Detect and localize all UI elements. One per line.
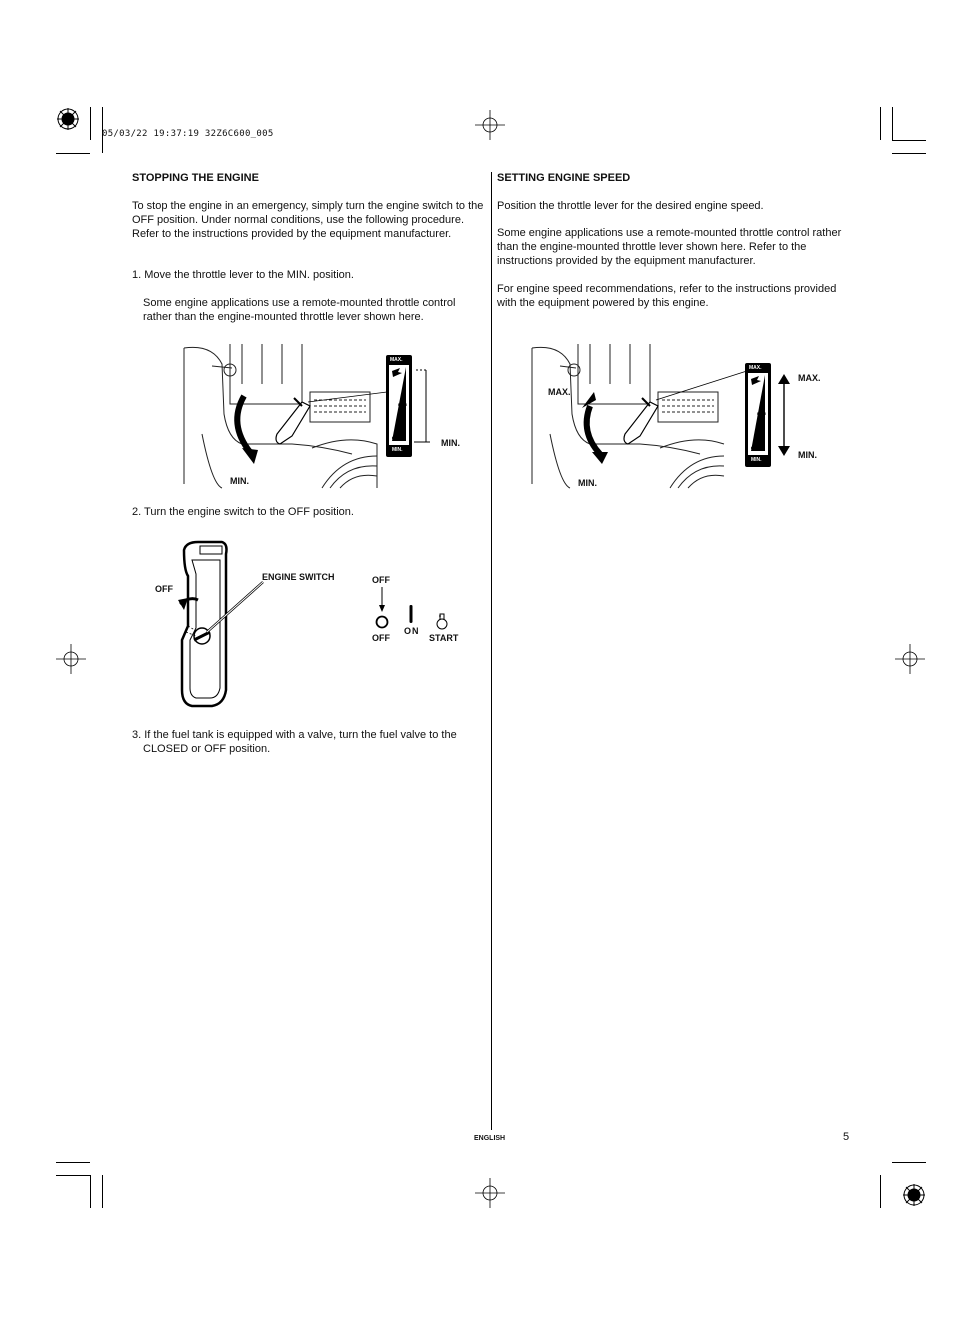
- symbol-off-top: OFF: [372, 575, 390, 585]
- symbol-start: START: [429, 633, 459, 643]
- column-divider: [491, 172, 492, 1130]
- crosshair-mark-bottom: [475, 1178, 505, 1208]
- gauge-left-max: MAX.: [390, 357, 403, 363]
- throttle-range-illustration: [530, 344, 724, 488]
- fig3-min-right: MIN.: [798, 450, 817, 460]
- registration-mark-bottom-right: [902, 1183, 926, 1207]
- crosshair-mark-right: [895, 644, 925, 674]
- min-indicator-line: [412, 368, 432, 444]
- symbol-on: ON: [404, 626, 420, 636]
- on-bar-icon: [409, 605, 413, 623]
- speed-p3: For engine speed recommendations, refer to the instructions provided with the equipment powered by this engine.: [497, 283, 837, 309]
- off-arrow-icon: [378, 587, 386, 613]
- gauge-right-min: MIN.: [751, 457, 762, 463]
- registration-mark-top-left: [56, 107, 80, 131]
- gauge-right-rpm: RPM: [757, 411, 766, 416]
- throttle-min-illustration: [182, 344, 382, 488]
- speed-p1: Position the throttle lever for the desired engine speed.: [497, 200, 764, 212]
- start-key-icon: [436, 613, 448, 631]
- stopping-intro: To stop the engine in an emergency, simply turn the engine switch to the OFF position. Under normal conditions, use the following procedure. Refer to the instructions provided by the equipment manufacturer.: [132, 200, 484, 240]
- max-min-double-arrow: [777, 374, 791, 456]
- print-stamp: 05/03/22 19:37:19 32Z6C600_005: [102, 129, 274, 139]
- fig3-min-bottom: MIN.: [578, 478, 597, 488]
- crosshair-mark-top: [475, 110, 505, 140]
- fig1-min-right: MIN.: [441, 438, 460, 448]
- gauge-left-rpm: RPM: [398, 402, 407, 407]
- gauge-right-max: MAX.: [749, 365, 762, 371]
- step-2: 2. Turn the engine switch to the OFF position.: [132, 506, 354, 518]
- off-circle-icon: [375, 615, 389, 629]
- page-number: 5: [843, 1131, 850, 1143]
- step-1: 1. Move the throttle lever to the MIN. position.: [132, 269, 354, 281]
- engine-switch-leader: [205, 580, 265, 635]
- fig2-engine-switch-label: ENGINE SWITCH: [262, 572, 335, 582]
- crosshair-mark-left: [56, 644, 86, 674]
- speed-p2: Some engine applications use a remote-mounted throttle control rather than the engine-mounted throttle lever shown here. Refer to the instructions provided by the equipment manufacturer.: [497, 227, 842, 267]
- fig3-max-right: MAX.: [798, 373, 821, 383]
- fig2-off-label: OFF: [155, 584, 173, 594]
- fig1-min-bottom: MIN.: [230, 476, 249, 486]
- gauge-left-min: MIN.: [392, 447, 403, 453]
- step-1-note: Some engine applications use a remote-mounted throttle control rather than the engine-mounted throttle lever shown here.: [143, 297, 456, 323]
- section-title-stopping: STOPPING THE ENGINE: [132, 172, 259, 184]
- fig3-max-left: MAX.: [548, 387, 571, 397]
- symbol-off: OFF: [372, 633, 390, 643]
- section-title-setting-speed: SETTING ENGINE SPEED: [497, 172, 631, 184]
- footer-language: ENGLISH: [474, 1135, 506, 1142]
- step-3: 3. If the fuel tank is equipped with a valve, turn the fuel valve to the CLOSED or OFF position.: [132, 729, 457, 755]
